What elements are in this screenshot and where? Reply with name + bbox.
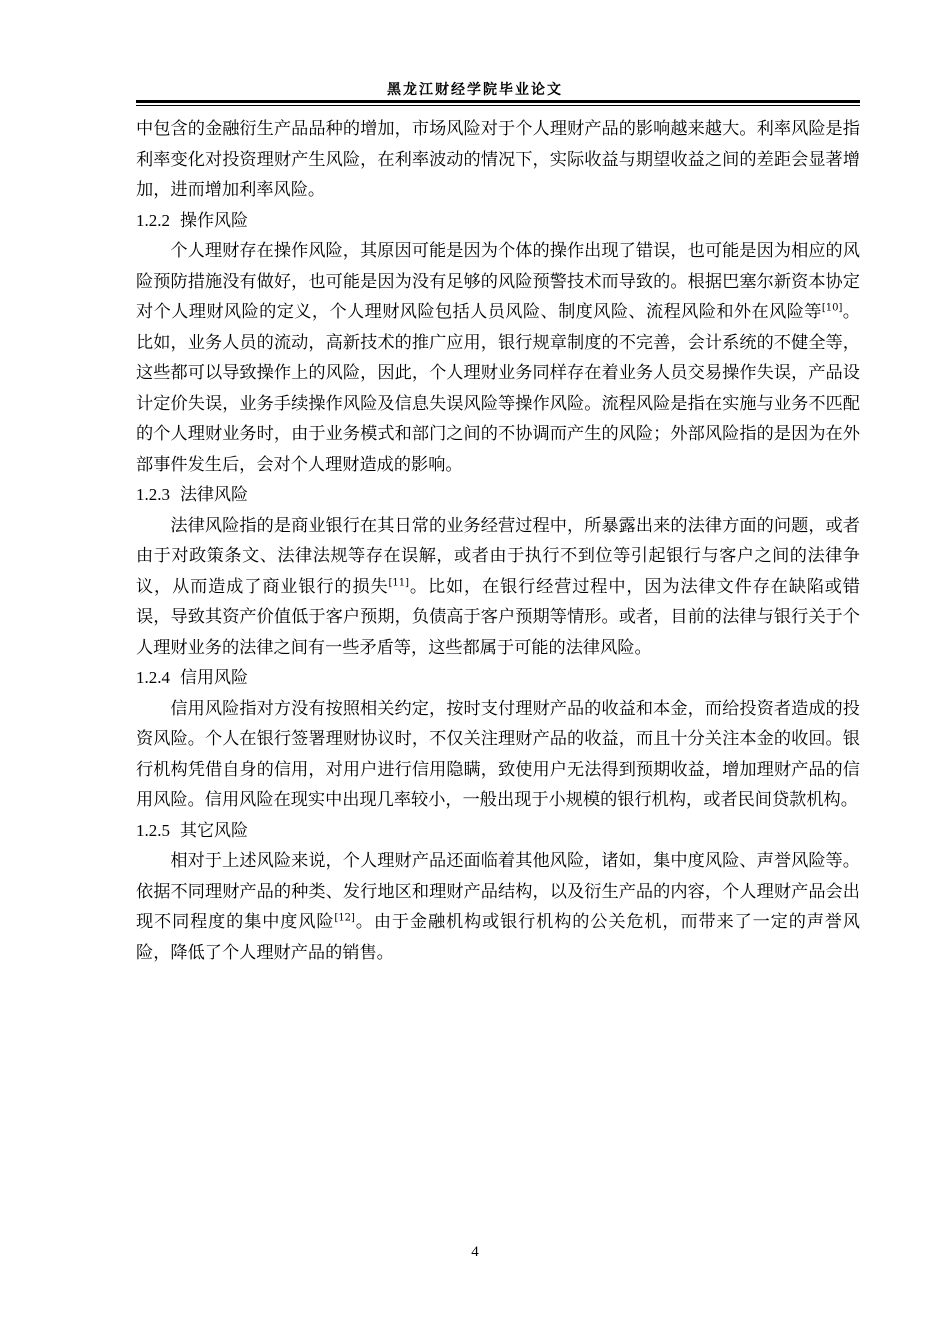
citation-ref: [11] xyxy=(388,576,410,588)
paragraph-text: 个人理财存在操作风险，其原因可能是因为个体的操作出现了错误，也可能是因为相应的风险预防措施没有做好，也可能是因为没有足够的风险预警技术而导致的。根据巴塞尔新资本协定对个人理财风险的定义，个人理财风险包括人员风险、制度风险、流程风险和外在风险等 xyxy=(136,241,860,322)
paragraph-other-risks xyxy=(136,846,860,968)
paragraph-legal-risk xyxy=(136,511,860,664)
citation-ref: [10] xyxy=(821,302,843,314)
header-rule-thick xyxy=(136,100,860,103)
section-number: 1.2.2 xyxy=(136,210,170,230)
paragraph-market-risk-continued xyxy=(136,114,860,206)
page-body xyxy=(136,114,860,968)
paragraph-text-after: 。比如，业务人员的流动，高新技术的推广应用，银行规章制度的不完善，会计系统的不健全等，这些都可以导致操作上的风险，因此，个人理财业务同样存在着业务人员交易操作失误，产品设计定价失误，业务手续操作风险及信息失误风险等操作风险。流程风险是指在实施与业务不匹配的个人理财业务时，由于业务模式和部门之间的不协调而产生的风险；外部风险指的是因为在外部事件发生后，会对个人理财造成的影响。 xyxy=(136,302,860,475)
section-heading-1-2-4 xyxy=(136,663,860,694)
section-heading-1-2-3 xyxy=(136,480,860,511)
paragraph-text-after: 。比如，在银行经营过程中，因为法律文件存在缺陷或错误，导致其资产价值低于客户预期，负债高于客户预期等情形。或者，目前的法律与银行关于个人理财业务的法律之间有一些矛盾等，这些都属于可能的法律风险。 xyxy=(136,576,860,658)
paragraph-text: 法律风险指的是商业银行在其日常的业务经营过程中，所暴露出来的法律方面的问题，或者由于对政策条文、法律法规等存在误解，或者由于执行不到位等引起银行与客户之间的法律争议，从而造成了商业银行的损失 xyxy=(136,515,860,597)
section-title: 法律风险 xyxy=(180,485,248,505)
paragraph-credit-risk xyxy=(136,694,860,816)
paragraph-text: 信用风险指对方没有按照相关约定，按时支付理财产品的收益和本金，而给投资者造成的投资风险。个人在银行签署理财协议时，不仅关注理财产品的收益，而且十分关注本金的收回。银行机构凭借自身的信用，对用户进行信用隐瞒，致使用户无法得到预期收益，增加理财产品的信用风险。信用风险在现实中出现几率较小，一般出现于小规模的银行机构，或者民间贷款机构。 xyxy=(136,698,860,810)
paragraph-text-after: 。由于金融机构或银行机构的公关危机，而带来了一定的声誉风险，降低了个人理财产品的销售。 xyxy=(136,912,860,963)
header-title: 黑龙江财经学院毕业论文 xyxy=(387,82,563,98)
citation-ref: [12] xyxy=(334,912,355,924)
section-number: 1.2.3 xyxy=(136,485,170,504)
section-title: 其它风险 xyxy=(180,820,248,841)
header-rule-thin xyxy=(136,105,860,106)
paragraph-text: 相对于上述风险来说，个人理财产品还面临着其他风险，诸如，集中度风险、声誉风险等。依据不同理财产品的种类、发行地区和理财产品结构，以及衍生产品的内容，个人理财产品会出现不同程度的集中度风险 xyxy=(136,851,860,932)
section-title: 操作风险 xyxy=(180,210,248,231)
section-heading-1-2-5 xyxy=(136,816,860,847)
paragraph-text: 中包含的金融衍生产品品种的增加，市场风险对于个人理财产品的影响越来越大。利率风险是指利率变化对投资理财产生风险，在利率波动的情况下，实际收益与期望收益之间的差距会显著增加，进而增加利率风险。 xyxy=(136,119,860,200)
section-number: 1.2.5 xyxy=(136,820,170,840)
section-number: 1.2.4 xyxy=(136,668,170,687)
section-heading-1-2-2 xyxy=(136,206,860,237)
section-title: 信用风险 xyxy=(180,668,248,688)
paragraph-operational-risk xyxy=(136,236,860,480)
page-number: 4 xyxy=(471,1244,479,1260)
